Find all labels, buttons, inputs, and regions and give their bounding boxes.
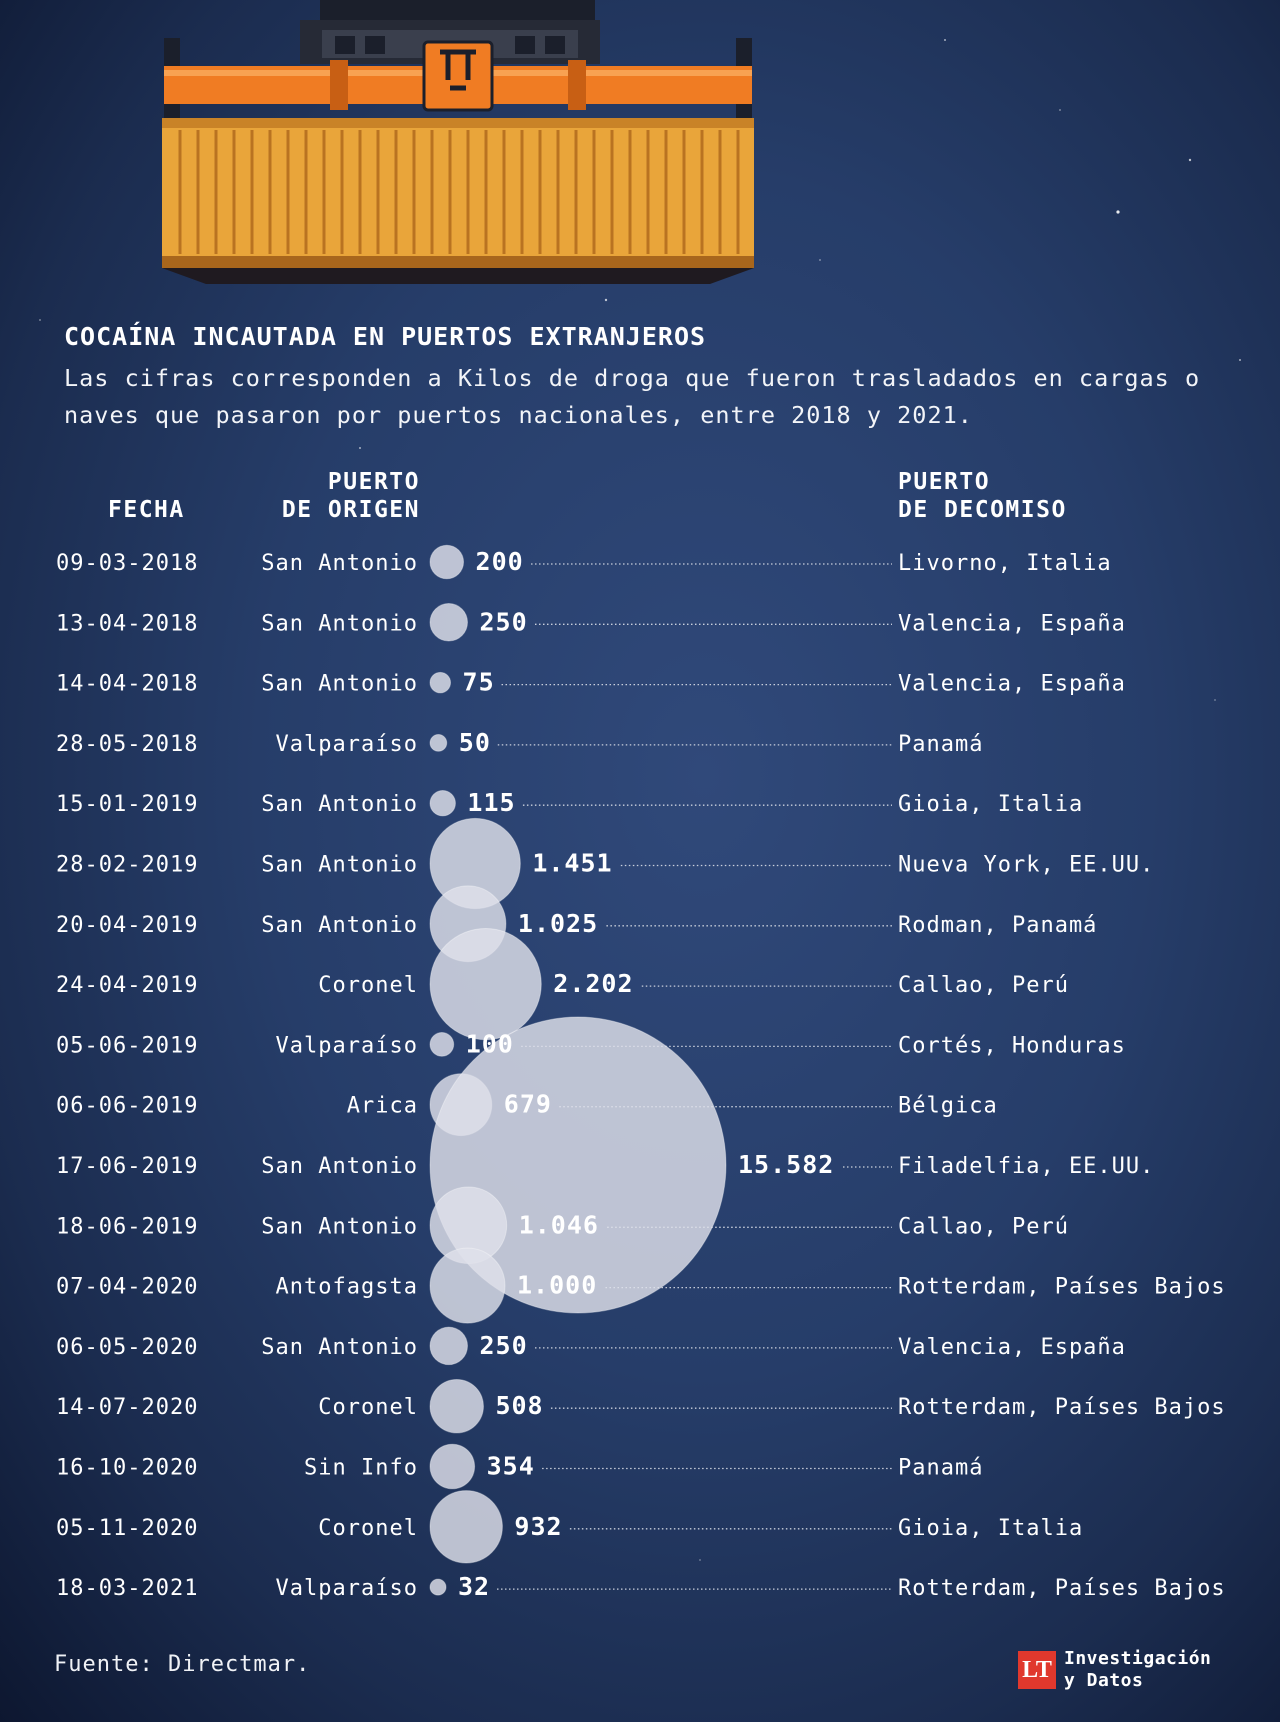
row-origin: San Antonio xyxy=(261,1154,418,1179)
row-origin: Valparaíso xyxy=(275,1576,418,1602)
column-header-origen-line1: PUERTO xyxy=(327,469,420,495)
row-destination: Valencia, España xyxy=(898,671,1126,697)
row-destination: Callao, Perú xyxy=(898,1214,1069,1240)
source-note: Fuente: Directmar. xyxy=(54,1652,311,1677)
row-date: 18-06-2019 xyxy=(56,1214,199,1240)
row-date: 16-10-2020 xyxy=(56,1455,199,1481)
bubble xyxy=(430,604,467,641)
row-date: 05-11-2020 xyxy=(56,1515,199,1541)
row-date: 15-01-2019 xyxy=(56,792,199,818)
row-date: 17-06-2019 xyxy=(56,1154,199,1179)
row-destination: Panamá xyxy=(898,731,984,757)
row-value: 75 xyxy=(462,667,495,697)
row-date: 06-06-2019 xyxy=(56,1093,199,1119)
row-origin: San Antonio xyxy=(261,611,418,637)
row-value: 354 xyxy=(486,1451,535,1481)
row-value: 15.582 xyxy=(738,1150,835,1179)
row-origin: San Antonio xyxy=(261,671,418,697)
row-date: 05-06-2019 xyxy=(56,1033,199,1059)
row-origin: Arica xyxy=(346,1093,418,1119)
row-origin: San Antonio xyxy=(261,551,418,576)
row-destination: Panamá xyxy=(898,1455,984,1481)
column-header-decomiso-line2: DE DECOMISO xyxy=(898,497,1067,523)
row-destination: Filadelfia, EE.UU. xyxy=(898,1154,1155,1179)
row-value: 100 xyxy=(465,1029,514,1059)
row-destination: Livorno, Italia xyxy=(898,551,1112,576)
logo-line1: Investigación xyxy=(1064,1648,1212,1669)
row-origin: San Antonio xyxy=(261,1334,418,1360)
logo-line2: y Datos xyxy=(1064,1670,1144,1691)
logo-mark-icon: LT xyxy=(1018,1651,1056,1689)
bubble xyxy=(430,1327,467,1364)
row-date: 09-03-2018 xyxy=(56,551,199,576)
column-header-fecha: FECHA xyxy=(108,497,185,523)
row-destination: Rodman, Panamá xyxy=(898,912,1098,938)
bubbles xyxy=(430,545,726,1595)
row-origin: Valparaíso xyxy=(275,731,418,757)
row-value: 32 xyxy=(458,1572,491,1602)
row-destination: Callao, Perú xyxy=(898,973,1069,999)
bubble xyxy=(430,1379,483,1432)
column-header-origen-line2: DE ORIGEN xyxy=(281,497,420,523)
row-origin: San Antonio xyxy=(261,792,418,818)
row-origin: Coronel xyxy=(318,1395,418,1421)
row-destination: Gioia, Italia xyxy=(898,792,1084,818)
row-origin: Sin Info xyxy=(304,1455,418,1481)
row-value: 1.000 xyxy=(516,1270,598,1300)
row-destination: Bélgica xyxy=(898,1093,998,1119)
bubble xyxy=(430,1491,502,1563)
row-value: 250 xyxy=(479,607,528,637)
row-date: 28-02-2019 xyxy=(56,852,199,878)
row-destination: Rotterdam, Países Bajos xyxy=(898,1274,1226,1300)
bubble xyxy=(430,1248,505,1323)
row-value: 508 xyxy=(495,1391,544,1421)
row-origin: Valparaíso xyxy=(275,1033,418,1059)
chart-title: COCAÍNA INCAUTADA EN PUERTOS EXTRANJEROS xyxy=(64,322,707,351)
row-date: 14-04-2018 xyxy=(56,671,199,697)
row-origin: Coronel xyxy=(318,973,418,999)
row-origin: San Antonio xyxy=(261,852,418,878)
row-value: 115 xyxy=(467,788,516,818)
row-date: 18-03-2021 xyxy=(56,1576,199,1602)
row-value: 932 xyxy=(514,1511,563,1541)
row-origin: San Antonio xyxy=(261,1214,418,1240)
row-date: 14-07-2020 xyxy=(56,1395,199,1421)
row-destination: Rotterdam, Países Bajos xyxy=(898,1395,1226,1421)
row-value: 679 xyxy=(503,1089,552,1119)
row-date: 06-05-2020 xyxy=(56,1334,199,1360)
row-value: 1.451 xyxy=(532,848,613,878)
bubble xyxy=(430,928,541,1039)
row-date: 20-04-2019 xyxy=(56,912,199,938)
row-value: 2.202 xyxy=(553,969,634,999)
row-origin: San Antonio xyxy=(261,912,418,938)
row-date: 13-04-2018 xyxy=(56,611,199,637)
row-date: 24-04-2019 xyxy=(56,973,199,999)
column-header-decomiso-line1: PUERTO xyxy=(898,469,991,495)
chart-subtitle: Las cifras corresponden a Kilos de droga que fueron trasladados en cargas o naves que pasaron por puertos nacionales, entre 2018 y 2021. xyxy=(64,364,1201,429)
row-destination: Valencia, España xyxy=(898,611,1126,637)
row-destination: Valencia, España xyxy=(898,1334,1126,1360)
row-destination: Gioia, Italia xyxy=(898,1515,1084,1541)
row-value: 50 xyxy=(458,727,491,757)
row-origin: Antofagsta xyxy=(275,1274,418,1300)
bubble xyxy=(430,1444,475,1489)
row-destination: Cortés, Honduras xyxy=(898,1033,1126,1059)
row-origin: Coronel xyxy=(318,1515,418,1541)
bubble xyxy=(430,545,464,579)
row-date: 07-04-2020 xyxy=(56,1274,199,1300)
row-date: 28-05-2018 xyxy=(56,731,199,757)
row-destination: Nueva York, EE.UU. xyxy=(898,852,1155,878)
bubble xyxy=(430,1579,446,1595)
row-value: 1.025 xyxy=(517,908,599,938)
row-value: 250 xyxy=(479,1330,528,1360)
bubble xyxy=(430,1033,454,1057)
logo-text xyxy=(1064,1648,1211,1692)
bubble xyxy=(430,672,451,693)
row-value: 1.046 xyxy=(518,1210,599,1240)
row-destination: Rotterdam, Países Bajos xyxy=(898,1576,1226,1602)
row-value: 200 xyxy=(475,547,524,576)
bubble xyxy=(430,790,455,815)
bubble xyxy=(430,735,447,752)
brand-logo xyxy=(1018,1648,1211,1692)
